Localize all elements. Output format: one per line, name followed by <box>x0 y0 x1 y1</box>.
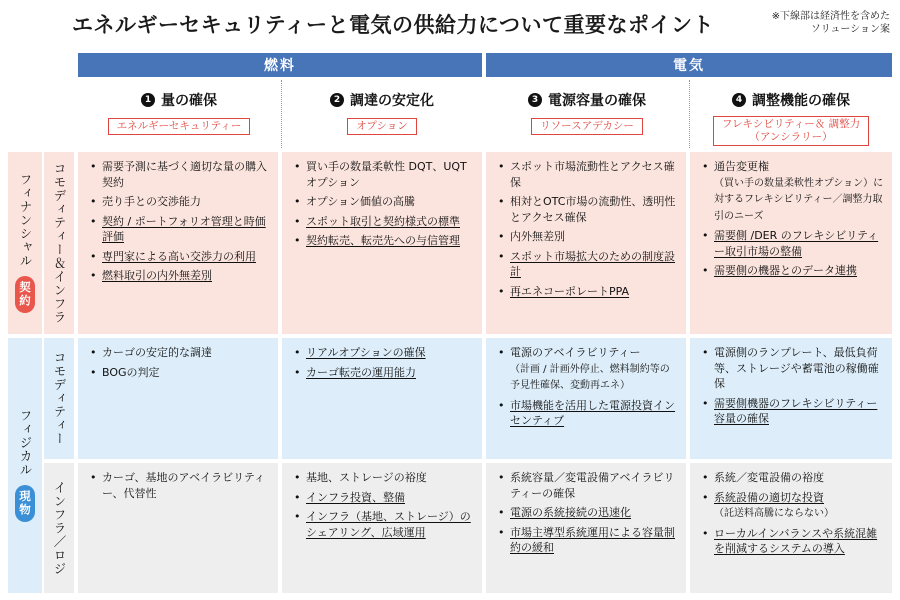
list-item: • 電源側のランプレート、最低負荷等、ストレージや蓄電池の稼働確保 <box>702 345 884 392</box>
cell-r2c1 <box>78 338 278 459</box>
list-item: • カーゴの安定的な調達 <box>90 345 270 361</box>
column-tag-line: フレキシビリティー＆ 調整力 <box>721 118 861 130</box>
list-item <box>702 490 884 522</box>
column-title: 調達の安定化 <box>350 93 434 109</box>
column-title: 量の確保 <box>161 93 217 109</box>
column-tag: エネルギーセキュリティー <box>108 118 251 135</box>
row-sublabel: コモディティー <box>52 351 67 446</box>
row-sublabel: インフラ／ロジ <box>52 480 67 576</box>
number-badge: 2 <box>330 93 344 107</box>
row-sublabel: コモディティー＆インフラ <box>52 162 67 324</box>
list-item: • 需要予測に基づく適切な量の購入契約 <box>90 159 270 190</box>
cell-r2c3 <box>486 338 686 459</box>
column-tag: オプション <box>347 118 417 135</box>
column-tag: リソースアデカシー <box>531 118 643 135</box>
footnote <box>772 10 890 36</box>
list-item: • BOGの判定 <box>90 365 270 381</box>
list-item <box>498 345 678 394</box>
list-item: • 電源の系統接続の迅速化 <box>498 505 678 521</box>
cell-r3c2 <box>282 463 482 593</box>
cell-r3c1 <box>78 463 278 593</box>
list-item: • ローカルインバランスや系統混雑を削減するシステムの導入 <box>702 526 884 557</box>
physical-pill: 現物 <box>15 485 35 522</box>
column-header-3 <box>486 80 688 146</box>
list-item: • 系統／変電設備の裕度 <box>702 470 884 486</box>
list-item: • 市場機能を活用した電源投資インセンティブ <box>498 398 678 429</box>
list-item: • 市場主導型系統運用による容量制約の緩和 <box>498 525 678 556</box>
electricity-band: 電気 <box>486 53 892 77</box>
list-item: • スポット取引と契約様式の標準 <box>294 214 474 230</box>
column-tag <box>713 116 869 146</box>
list-item <box>702 159 884 224</box>
list-item: • 専門家による高い交渉力の利用 <box>90 249 270 265</box>
cell-r3c3 <box>486 463 686 593</box>
list-item: • 契約 / ポートフォリオ管理と時価評価 <box>90 214 270 245</box>
list-item: • 基地、ストレージの裕度 <box>294 470 474 486</box>
list-item: • リアルオプションの確保 <box>294 345 474 361</box>
row-label: フィジカル <box>18 409 33 477</box>
list-item: • 売り手との交渉能力 <box>90 194 270 210</box>
item-note: （託送料高騰にならない） <box>714 508 834 519</box>
footnote-line: ※下線部は経済性を含めた <box>771 11 890 22</box>
list-item: • 需要側の機器とのデータ連携 <box>702 263 884 279</box>
list-item: • 契約転売、転売先への与信管理 <box>294 233 474 249</box>
list-item: • オプション価値の高騰 <box>294 194 474 210</box>
page-title: エネルギーセキュリティーと電気の供給力について重要なポイント <box>72 13 715 37</box>
list-item: • カーゴ、基地のアベイラビリティー、代替性 <box>90 470 270 501</box>
item-text: 系統設備の適切な投資 <box>714 490 824 504</box>
column-header-1 <box>78 80 280 146</box>
row-sublabel-commodity <box>44 338 74 459</box>
cell-r2c4 <box>690 338 892 459</box>
row-label-financial <box>8 152 42 334</box>
list-item: • スポット市場拡大のための制度設計 <box>498 249 678 280</box>
list-item: • 需要側 /DER のフレキシビリティー取引市場の整備 <box>702 228 884 259</box>
list-item: • カーゴ転売の運用能力 <box>294 365 474 381</box>
row-label: フィナンシャル <box>18 173 33 268</box>
row-sublabel-financial <box>44 152 74 334</box>
list-item: • 系統容量／変電設備アベイラビリティーの確保 <box>498 470 678 501</box>
cell-r1c4 <box>690 152 892 334</box>
number-badge: 3 <box>528 93 542 107</box>
column-tag-line: （アンシラリー） <box>749 131 833 143</box>
cell-r3c4 <box>690 463 892 593</box>
fuel-band: 燃料 <box>78 53 482 77</box>
list-item: • 相対とOTC市場の流動性、透明性とアクセス確保 <box>498 194 678 225</box>
column-title: 電源容量の確保 <box>548 93 646 109</box>
column-header-2 <box>282 80 482 146</box>
list-item: • 買い手の数量柔軟性 DQT、UQTオプション <box>294 159 474 190</box>
list-item: • 再エネコーポレートPPA <box>498 284 678 300</box>
contract-pill: 契約 <box>15 276 35 313</box>
list-item: • 需要側機器のフレキシビリティー容量の確保 <box>702 396 884 427</box>
cell-r2c2 <box>282 338 482 459</box>
cell-r1c2 <box>282 152 482 334</box>
number-badge: 4 <box>732 93 746 107</box>
row-sublabel-infra <box>44 463 74 593</box>
item-text: 通告変更権 <box>714 160 769 173</box>
item-text: 電源のアベイラビリティー <box>510 346 641 359</box>
list-item: • インフラ投資、整備 <box>294 490 474 506</box>
list-item: • インフラ（基地、ストレージ）のシェアリング、広域運用 <box>294 509 474 540</box>
list-item: • 燃料取引の内外無差別 <box>90 268 270 284</box>
list-item: • スポット市場流動性とアクセス確保 <box>498 159 678 190</box>
list-item: • 内外無差別 <box>498 229 678 245</box>
cell-r1c1 <box>78 152 278 334</box>
column-title: 調整機能の確保 <box>752 93 850 109</box>
footnote-line: ソリューション案 <box>810 24 890 35</box>
item-note: （買い手の数量柔軟性オプション）に対するフレキシビリティー／調整力取引のニーズ <box>714 177 884 222</box>
row-label-physical <box>8 338 42 593</box>
number-badge: 1 <box>141 93 155 107</box>
item-note: （計画 / 計画外停止、燃料制約等の予見性確保、変動再エネ） <box>510 363 670 391</box>
cell-r1c3 <box>486 152 686 334</box>
column-header-4 <box>690 80 892 146</box>
